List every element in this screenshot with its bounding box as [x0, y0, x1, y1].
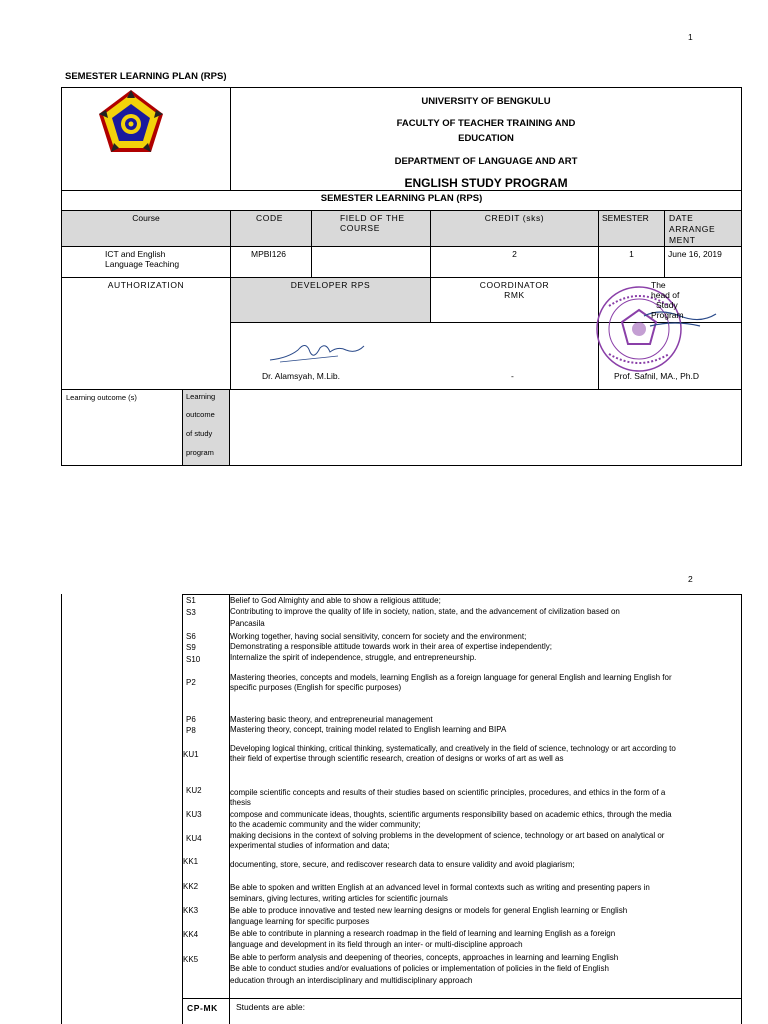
program-name: ENGLISH STUDY PROGRAM — [404, 176, 568, 190]
column-course: Course — [132, 213, 160, 223]
outcome-text: specific purposes (English for specific purposes) — [230, 683, 402, 692]
column-date-line2: ARRANGE — [669, 224, 716, 234]
code-label: KU4 — [186, 834, 202, 843]
outcome-text: seminars, giving lectures, writing articles for scientific journals — [230, 894, 448, 903]
outcome-text: Mastering basic theory, and entrepreneurial management — [230, 715, 433, 724]
outcome-text: Working together, having social sensitivity, concern for society and the environment; — [230, 632, 527, 641]
code-label: S3 — [186, 608, 196, 617]
code-label: KK3 — [183, 906, 199, 915]
outcome-sub-line4: program — [186, 448, 214, 457]
course-code: MPBI126 — [251, 249, 286, 259]
code-label: S1 — [186, 596, 196, 605]
outcome-text: making decisions in the context of solving problems in the development of science, technology or art based on analytical or — [230, 831, 665, 840]
outcome-text: Be able to conduct studies and/or evaluations of policies or implementation of policies in the field of English — [230, 964, 609, 973]
code-label: S10 — [186, 655, 201, 664]
cpmk-text: Students are able: — [236, 1002, 305, 1012]
outcome-text: documenting, store, secure, and rediscover research data to ensure validity and avoid plagiarism; — [230, 860, 575, 869]
outcome-text: thesis — [230, 798, 251, 807]
code-label: KU1 — [183, 750, 199, 759]
developer-label: DEVELOPER RPS — [290, 280, 371, 290]
head-label-line2: head of — [651, 290, 680, 300]
code-label: KK5 — [183, 955, 199, 964]
code-label: P2 — [186, 678, 196, 687]
outcome-text: compile scientific concepts and results of their studies based on scientific principles, procedures, and ethics in the form of a — [230, 788, 666, 797]
code-label: P6 — [186, 715, 196, 724]
outcome-text: compose and communicate ideas, thoughts, scientific arguments responsibility based on academic ethics, through the media — [230, 810, 672, 819]
outcome-text: Be able to contribute in planning a research roadmap in the field of learning and learning English as a foreign — [230, 929, 616, 938]
code-label: S6 — [186, 632, 196, 641]
head-label-line4: Program — [651, 310, 684, 320]
code-label: KU3 — [186, 810, 202, 819]
column-credit: CREDIT (sks) — [484, 213, 545, 223]
course-name-line1: ICT and English — [105, 249, 166, 259]
head-label-line3: Study — [656, 300, 678, 310]
document-title: SEMESTER LEARNING PLAN (RPS) — [65, 71, 227, 82]
code-label: KK4 — [183, 930, 199, 939]
head-name: Prof. Safnil, MA., Ph.D — [614, 371, 700, 381]
outcome-text: Developing logical thinking, critical thinking, systematically, and creatively in the field of science, technology or art according to — [230, 744, 676, 753]
outcome-text: education through an interdisciplinary and multidisciplinary approach — [230, 976, 473, 985]
course-credit: 2 — [512, 249, 517, 259]
column-code: CODE — [256, 213, 283, 223]
outcome-text: Mastering theories, concepts and models, learning English as a foreign language for general English and learning English for — [230, 673, 672, 682]
course-name-line2: Language Teaching — [105, 259, 180, 269]
course-date: June 16, 2019 — [668, 249, 722, 259]
coordinator-label-line1: COORDINATOR — [479, 280, 550, 290]
outcome-text: language and development in its field through an inter- or multi-discipline approach — [230, 940, 523, 949]
outcome-sub-line2: outcome — [186, 410, 215, 419]
outcome-sub-line3: of study — [186, 429, 213, 438]
university-logo — [97, 88, 165, 156]
code-label: KK2 — [183, 882, 199, 891]
outcome-text: Belief to God Almighty and able to show a religious attitude; — [230, 596, 441, 605]
code-label: P8 — [186, 726, 196, 735]
page-number: 1 — [688, 32, 693, 42]
outcome-text: Be able to perform analysis and deepening of theories, concepts, approaches in learning and learning English — [230, 953, 619, 962]
department-name: DEPARTMENT OF LANGUAGE AND ART — [394, 156, 578, 167]
authorization-label: AUTHORIZATION — [107, 280, 185, 290]
column-field-line2: COURSE — [340, 223, 380, 233]
outcome-text: to the academic community and the wider community; — [230, 820, 421, 829]
code-label: KK1 — [183, 857, 199, 866]
outcome-text: Be able to produce innovative and tested new learning designs or models for general English learning or English — [230, 906, 628, 915]
course-semester: 1 — [629, 249, 634, 259]
coordinator-name: - — [511, 371, 514, 381]
developer-signature — [268, 336, 368, 366]
learning-outcome-label: Learning outcome (s) — [66, 393, 137, 402]
plan-title: SEMESTER LEARNING PLAN (RPS) — [320, 193, 483, 204]
outcome-text: Contributing to improve the quality of life in society, nation, state, and the advancement of civilization based on — [230, 607, 620, 616]
faculty-name-line1: FACULTY OF TEACHER TRAINING AND — [396, 118, 576, 129]
university-name: UNIVERSITY OF BENGKULU — [421, 96, 551, 107]
outcome-text: language learning for specific purposes — [230, 917, 370, 926]
code-label: S9 — [186, 643, 196, 652]
cpmk-label: CP-MK — [187, 1003, 218, 1013]
page-number: 2 — [688, 574, 693, 584]
coordinator-label-line2: RMK — [504, 290, 525, 300]
outcome-text: Demonstrating a responsible attitude towards work in their area of expertise independently; — [230, 642, 552, 651]
column-date-line1: DATE — [669, 213, 694, 223]
developer-name: Dr. Alamsyah, M.Lib. — [262, 371, 340, 381]
outcome-text: Internalize the spirit of independence, struggle, and entrepreneurship. — [230, 653, 477, 662]
head-label-line1: The — [651, 280, 666, 290]
column-semester: SEMESTER — [602, 213, 649, 223]
column-field-line1: FIELD OF THE — [340, 213, 405, 223]
code-label: KU2 — [186, 786, 202, 795]
outcome-text: Be able to spoken and written English at an advanced level in formal contexts such as writing and presenting papers in — [230, 883, 650, 892]
faculty-name-line2: EDUCATION — [458, 133, 514, 144]
outcome-sub-line1: Learning — [186, 392, 216, 401]
outcome-text: Pancasila — [230, 619, 265, 628]
outcome-text: their field of expertise through scientific research, creation of designs or works of art as well as — [230, 754, 564, 763]
column-date-line3: MENT — [669, 235, 696, 245]
outcome-text: experimental studies of information and data; — [230, 841, 390, 850]
outcome-text: Mastering theory, concept, training model related to English learning and BIPA — [230, 725, 507, 734]
